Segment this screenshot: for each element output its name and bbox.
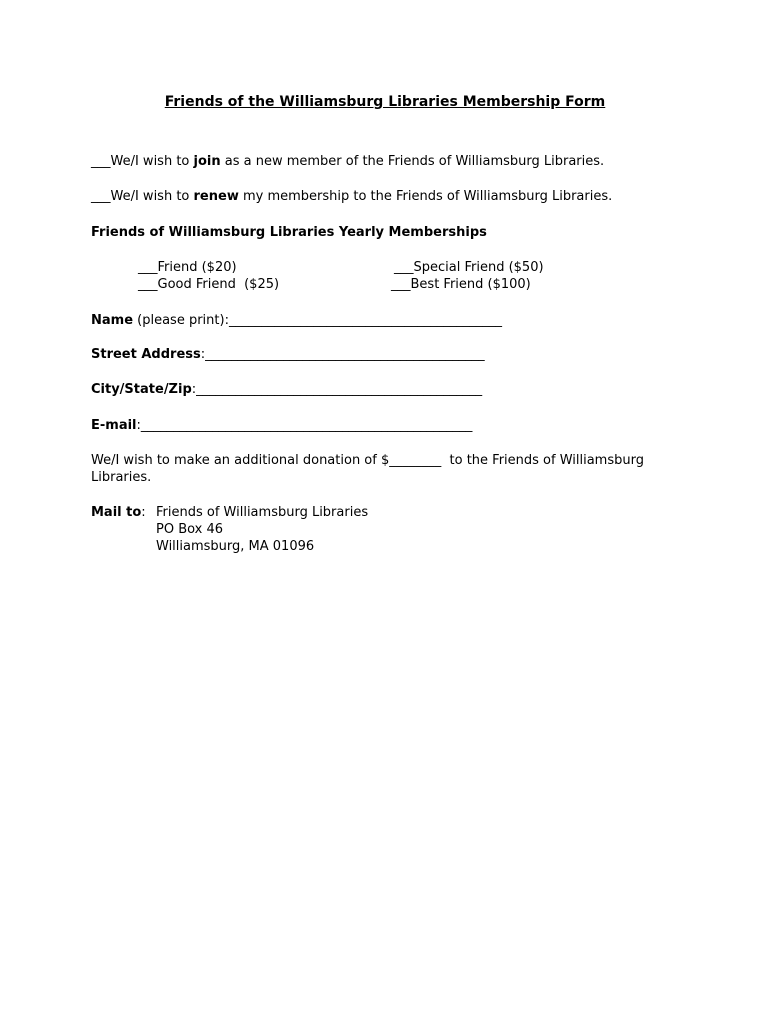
join-blank: ___ [91,154,111,169]
street-field [91,346,485,363]
street-label: Street Address [91,347,201,362]
join-option [91,153,604,170]
membership-friend: ___Friend ($20) [138,260,237,275]
join-prefix: We/I wish to [110,154,194,169]
city-blank: :____________________________________________ [191,382,483,397]
name-label: Name [91,313,134,328]
email-blank: :___________________________________________________ [136,418,473,433]
email-label: E-mail [91,418,137,433]
renew-keyword: renew [193,189,239,204]
join-suffix: as a new member of the Friends of Williamsburg Libraries. [220,154,605,169]
memberships-heading: Friends of Williamsburg Libraries Yearly Memberships [91,225,487,240]
donation-line-1: We/I wish to make an additional donation of $________ to the Friends of Williamsburg [91,453,644,468]
form-title: Friends of the Williamsburg Libraries Membership Form [164,94,606,110]
renew-suffix: my membership to the Friends of Williamsburg Libraries. [238,189,613,204]
mail-colon: : [141,505,146,520]
name-blank: __________________________________________ [228,313,502,328]
mail-to [91,504,146,521]
name-field [91,312,502,329]
membership-special-friend: ___Special Friend ($50) [394,260,544,275]
renew-blank: ___ [91,189,111,204]
membership-good-friend: ___Good Friend ($25) [138,277,280,292]
membership-best-friend: ___Best Friend ($100) [391,277,531,292]
city-field [91,381,482,398]
mail-address-line-2: PO Box 46 [156,522,224,537]
join-keyword: join [193,154,221,169]
name-hint: (please print): [133,313,229,328]
street-blank: :___________________________________________ [200,347,485,362]
email-field [91,417,472,434]
renew-prefix: We/I wish to [110,189,194,204]
donation-line-2: Libraries. [91,470,152,485]
city-label: City/State/Zip [91,382,192,397]
renew-option [91,188,612,205]
mail-address-line-1: Friends of Williamsburg Libraries [156,505,369,520]
mail-address-line-3: Williamsburg, MA 01096 [156,539,315,554]
mail-label: Mail to [91,505,142,520]
